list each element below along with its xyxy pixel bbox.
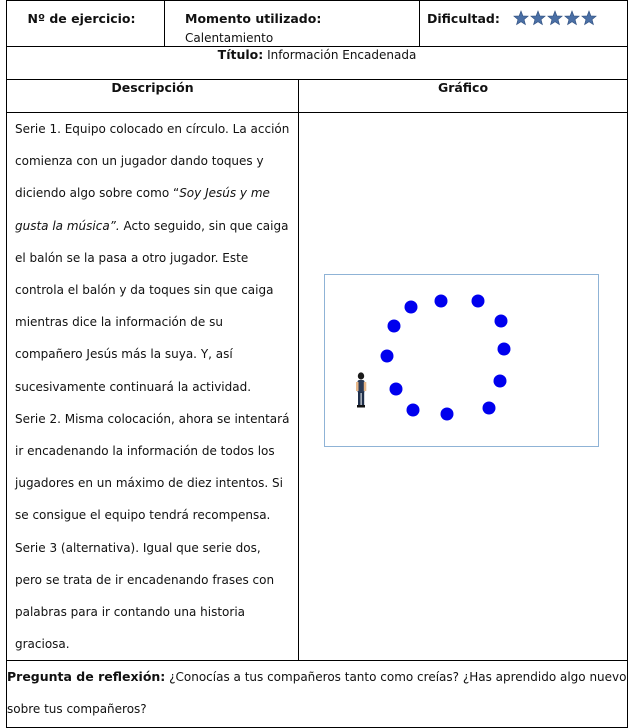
exercise-number-cell (7, 1, 165, 47)
reflection-text: ¿Conocías a tus compañeros tanto como creías? ¿Has aprendido algo nuevo sobre tus compañeros? (7, 670, 627, 717)
graphic-header: Gráfico (299, 80, 628, 113)
description-cell (7, 113, 299, 661)
title-value: Información Encadenada (267, 48, 417, 62)
description-text (7, 113, 298, 660)
series-1-text-a: Serie 1. Equipo colocado en círculo. La acción comienza con un jugador dando toques y diciendo algo sobre como “ (15, 122, 290, 201)
player-marker (407, 404, 420, 417)
player-marker (441, 408, 454, 421)
player-marker (472, 295, 485, 308)
title-row (7, 47, 628, 80)
title-label: Título: (217, 47, 264, 62)
title-cell (7, 47, 628, 80)
column-header-row (7, 80, 628, 113)
player-marker (388, 320, 401, 333)
star-icon (531, 11, 545, 25)
reflection-cell (7, 661, 628, 728)
moment-label: Momento utilizado: (185, 11, 322, 26)
players-circle (381, 295, 511, 421)
series-1-quote: Soy Jesús y me gusta la música”. (15, 186, 270, 233)
star-icon (514, 11, 528, 25)
reflection-label: Pregunta de reflexión: (7, 669, 166, 685)
star-icon (548, 11, 562, 25)
graphic-cell (299, 113, 628, 661)
player-marker (498, 343, 511, 356)
series-1-text-b: Acto seguido, sin que caiga el balón se la pasa a otro jugador. Este controla el balón y da toques sin que caiga mientras dice la información de su compañero Jesús más la suya. Y, así sucesivamente continuará la actividad. (15, 218, 289, 394)
exercise-diagram (324, 274, 599, 447)
moment-value: Calentamiento (185, 31, 274, 45)
series-1-paragraph (15, 113, 290, 403)
player-marker (483, 402, 496, 415)
series-2-paragraph: Serie 2. Misma colocación, ahora se intentará ir encadenando la información de todos los jugadores en un máximo de diez intentos. Si se consigue el equipo tendrá recompensa. (15, 411, 290, 523)
player-marker (495, 315, 508, 328)
reflection-row (7, 661, 628, 728)
difficulty-cell (420, 1, 628, 47)
star-icon (582, 11, 596, 25)
star-icon (565, 11, 579, 25)
player-marker (494, 375, 507, 388)
diagram-canvas (325, 275, 598, 446)
player-marker (390, 383, 403, 396)
description-header: Descripción (7, 80, 299, 113)
header-row (7, 1, 628, 47)
difficulty-rating (513, 10, 597, 30)
series-3-paragraph: Serie 3 (alternativa). Igual que serie dos, pero se trata de ir encadenando frases con palabras para ir contando una historia graciosa. (15, 540, 275, 652)
exercise-table (6, 0, 628, 728)
moment-cell (165, 1, 420, 47)
person-icon (356, 372, 366, 407)
player-marker (381, 350, 394, 363)
content-row (7, 113, 628, 661)
exercise-sheet (6, 0, 627, 717)
player-marker (435, 295, 448, 308)
exercise-number-label: Nº de ejercicio: (27, 11, 136, 26)
difficulty-stars (513, 10, 597, 26)
player-marker (405, 301, 418, 314)
difficulty-label: Dificultad: (427, 11, 500, 26)
